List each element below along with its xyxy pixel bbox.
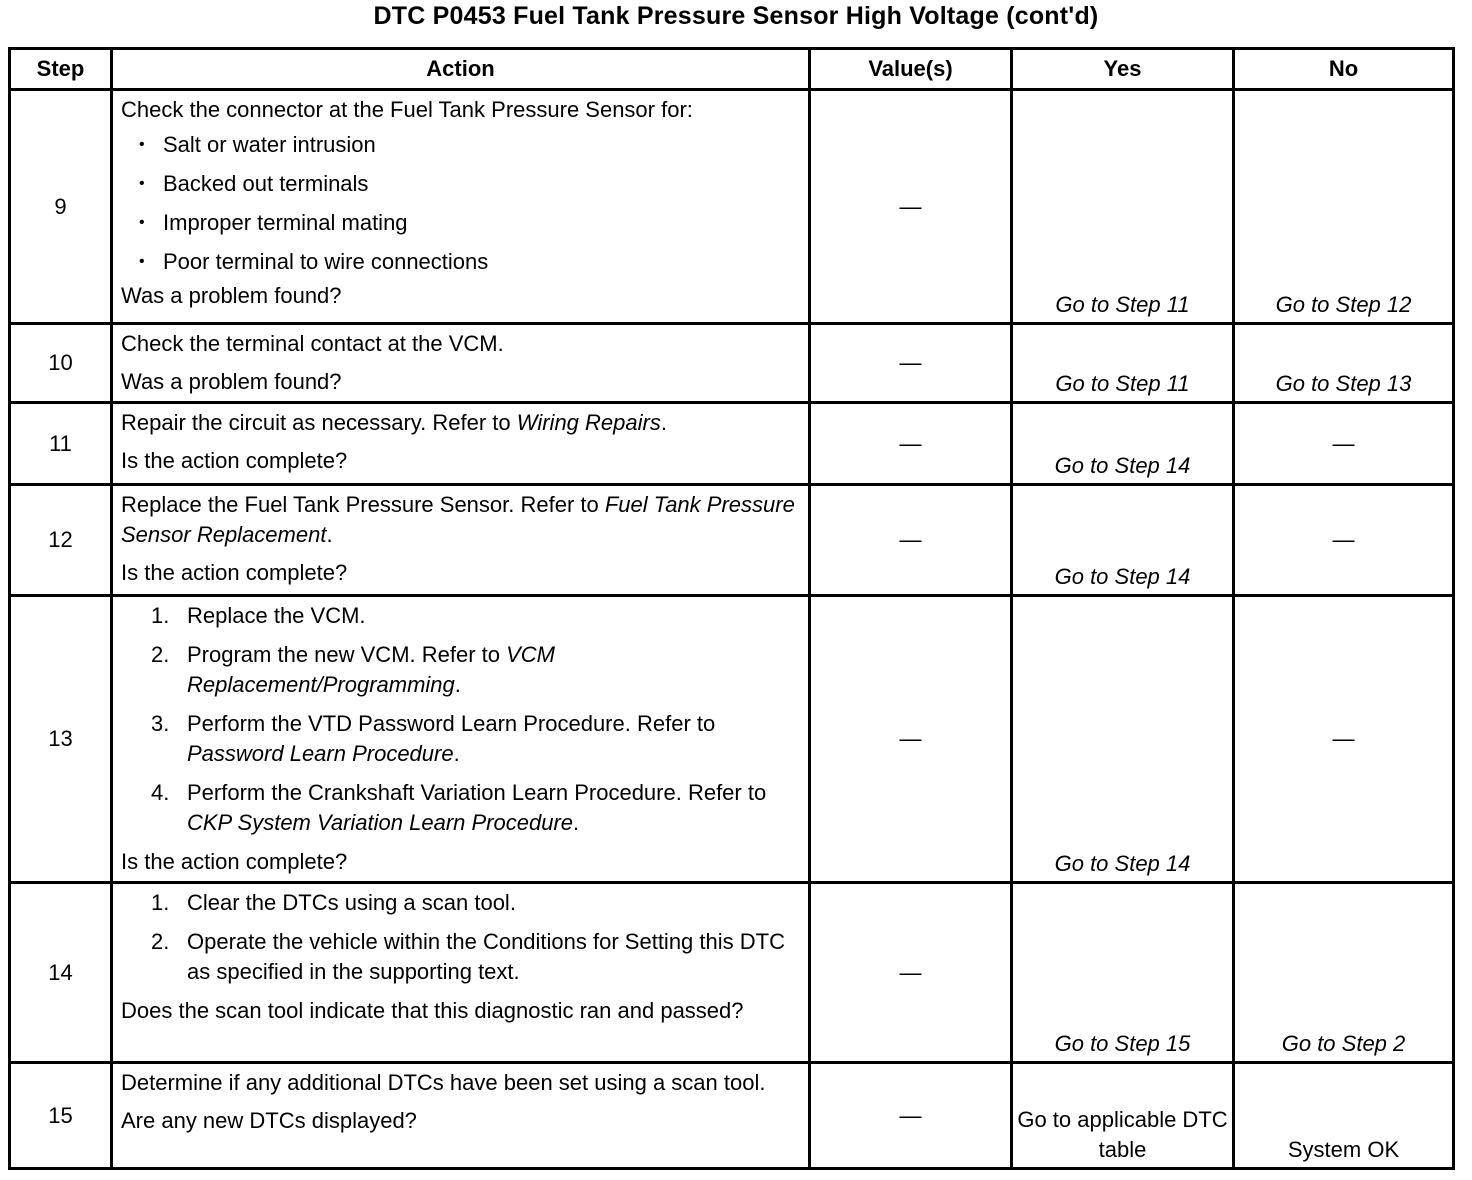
value-cell: — [810,596,1012,883]
action-cell [112,883,810,1063]
numbered-list [121,888,800,987]
item-reference: CKP System Variation Learn Procedure [187,810,573,835]
action-cell [112,485,810,596]
action-question: Is the action complete? [121,448,348,473]
list-item [151,601,800,631]
item-end: . [454,672,461,697]
value-cell: — [810,1063,1012,1169]
item-number: 2. [151,642,170,667]
no-cell: — [1234,596,1454,883]
step-number: 13 [10,596,112,883]
action-cell [112,596,810,883]
list-item [151,640,800,700]
value-cell: — [810,883,1012,1063]
no-cell: — [1234,403,1454,485]
step-number: 15 [10,1063,112,1169]
yes-cell: Go to Step 11 [1012,90,1234,324]
list-item: • Improper terminal mating [163,203,800,242]
list-item: • Salt or water intrusion [163,125,800,164]
action-question: Is the action complete? [121,849,348,874]
no-cell: Go to Step 13 [1234,324,1454,403]
item-text: Perform the Crankshaft Variation Learn Procedure. Refer to [187,780,767,805]
item-text: Perform the VTD Password Learn Procedure. Refer to [187,711,716,736]
list-item [151,888,800,918]
value-cell: — [810,90,1012,324]
table-row [10,324,1454,403]
action-intro: Determine if any additional DTCs have been set using a scan tool. [121,1070,766,1095]
value-cell: — [810,485,1012,596]
action-intro: Check the terminal contact at the VCM. [121,331,504,356]
table-row [10,596,1454,883]
action-cell [112,403,810,485]
table-row [10,883,1454,1063]
action-question: Are any new DTCs displayed? [121,1108,417,1133]
yes-cell: Go to Step 14 [1012,596,1234,883]
table-row [10,90,1454,324]
action-cell [112,90,810,324]
header-action: Action [112,49,810,90]
diagnostic-table [8,47,1455,1170]
header-yes: Yes [1012,49,1234,90]
list-item: • Backed out terminals [163,164,800,203]
action-intro: Check the connector at the Fuel Tank Pressure Sensor for: [121,97,693,122]
yes-cell: Go to Step 15 [1012,883,1234,1063]
header-values: Value(s) [810,49,1012,90]
header-no: No [1234,49,1454,90]
item-number: 2. [151,929,170,954]
table-row [10,485,1454,596]
action-question: Was a problem found? [121,283,342,308]
item-text: Clear the DTCs using a scan tool. [187,890,516,915]
item-text: Operate the vehicle within the Conditions for Setting this DTC as specified in the supporting text. [187,929,785,984]
numbered-list [121,601,800,838]
table-row [10,403,1454,485]
action-intro: Repair the circuit as necessary. Refer to [121,410,517,435]
item-text: Program the new VCM. Refer to [187,642,507,667]
item-end: . [453,741,460,766]
list-item [151,709,800,769]
action-end: . [660,410,667,435]
list-item [151,927,800,987]
item-reference: VCM Replacement/Programming [187,642,556,697]
action-cell [112,1063,810,1169]
yes-cell: Go to applicable DTC table [1012,1063,1234,1169]
step-number: 14 [10,883,112,1063]
step-number: 12 [10,485,112,596]
action-question: Was a problem found? [121,369,342,394]
step-number: 11 [10,403,112,485]
table-row [10,1063,1454,1169]
action-text [121,408,800,438]
list-item: • Poor terminal to wire connections [163,242,800,281]
action-intro: Replace the Fuel Tank Pressure Sensor. Refer to [121,492,605,517]
item-number: 1. [151,603,170,628]
yes-cell: Go to Step 14 [1012,403,1234,485]
item-text: Replace the VCM. [187,603,366,628]
no-cell: System OK [1234,1063,1454,1169]
header-row [10,49,1454,90]
item-reference: Password Learn Procedure [187,741,454,766]
no-cell: Go to Step 12 [1234,90,1454,324]
item-number: 1. [151,890,170,915]
item-number: 3. [151,711,170,736]
action-reference: Fuel Tank Pressure Sensor Replacement [121,492,795,547]
yes-cell: Go to Step 14 [1012,485,1234,596]
bullet-list [121,125,800,281]
step-number: 9 [10,90,112,324]
action-question: Does the scan tool indicate that this diagnostic ran and passed? [121,998,744,1023]
action-question: Is the action complete? [121,560,348,585]
no-cell: — [1234,485,1454,596]
action-cell [112,324,810,403]
action-text [121,490,800,550]
header-step: Step [10,49,112,90]
action-reference: Wiring Repairs [516,410,661,435]
yes-cell: Go to Step 11 [1012,324,1234,403]
no-cell: Go to Step 2 [1234,883,1454,1063]
value-cell: — [810,403,1012,485]
step-number: 10 [10,324,112,403]
value-cell: — [810,324,1012,403]
item-number: 4. [151,780,170,805]
item-end: . [573,810,580,835]
page-title: DTC P0453 Fuel Tank Pressure Sensor High Voltage (cont'd) [373,2,1099,30]
list-item [151,778,800,838]
action-end: . [326,522,333,547]
